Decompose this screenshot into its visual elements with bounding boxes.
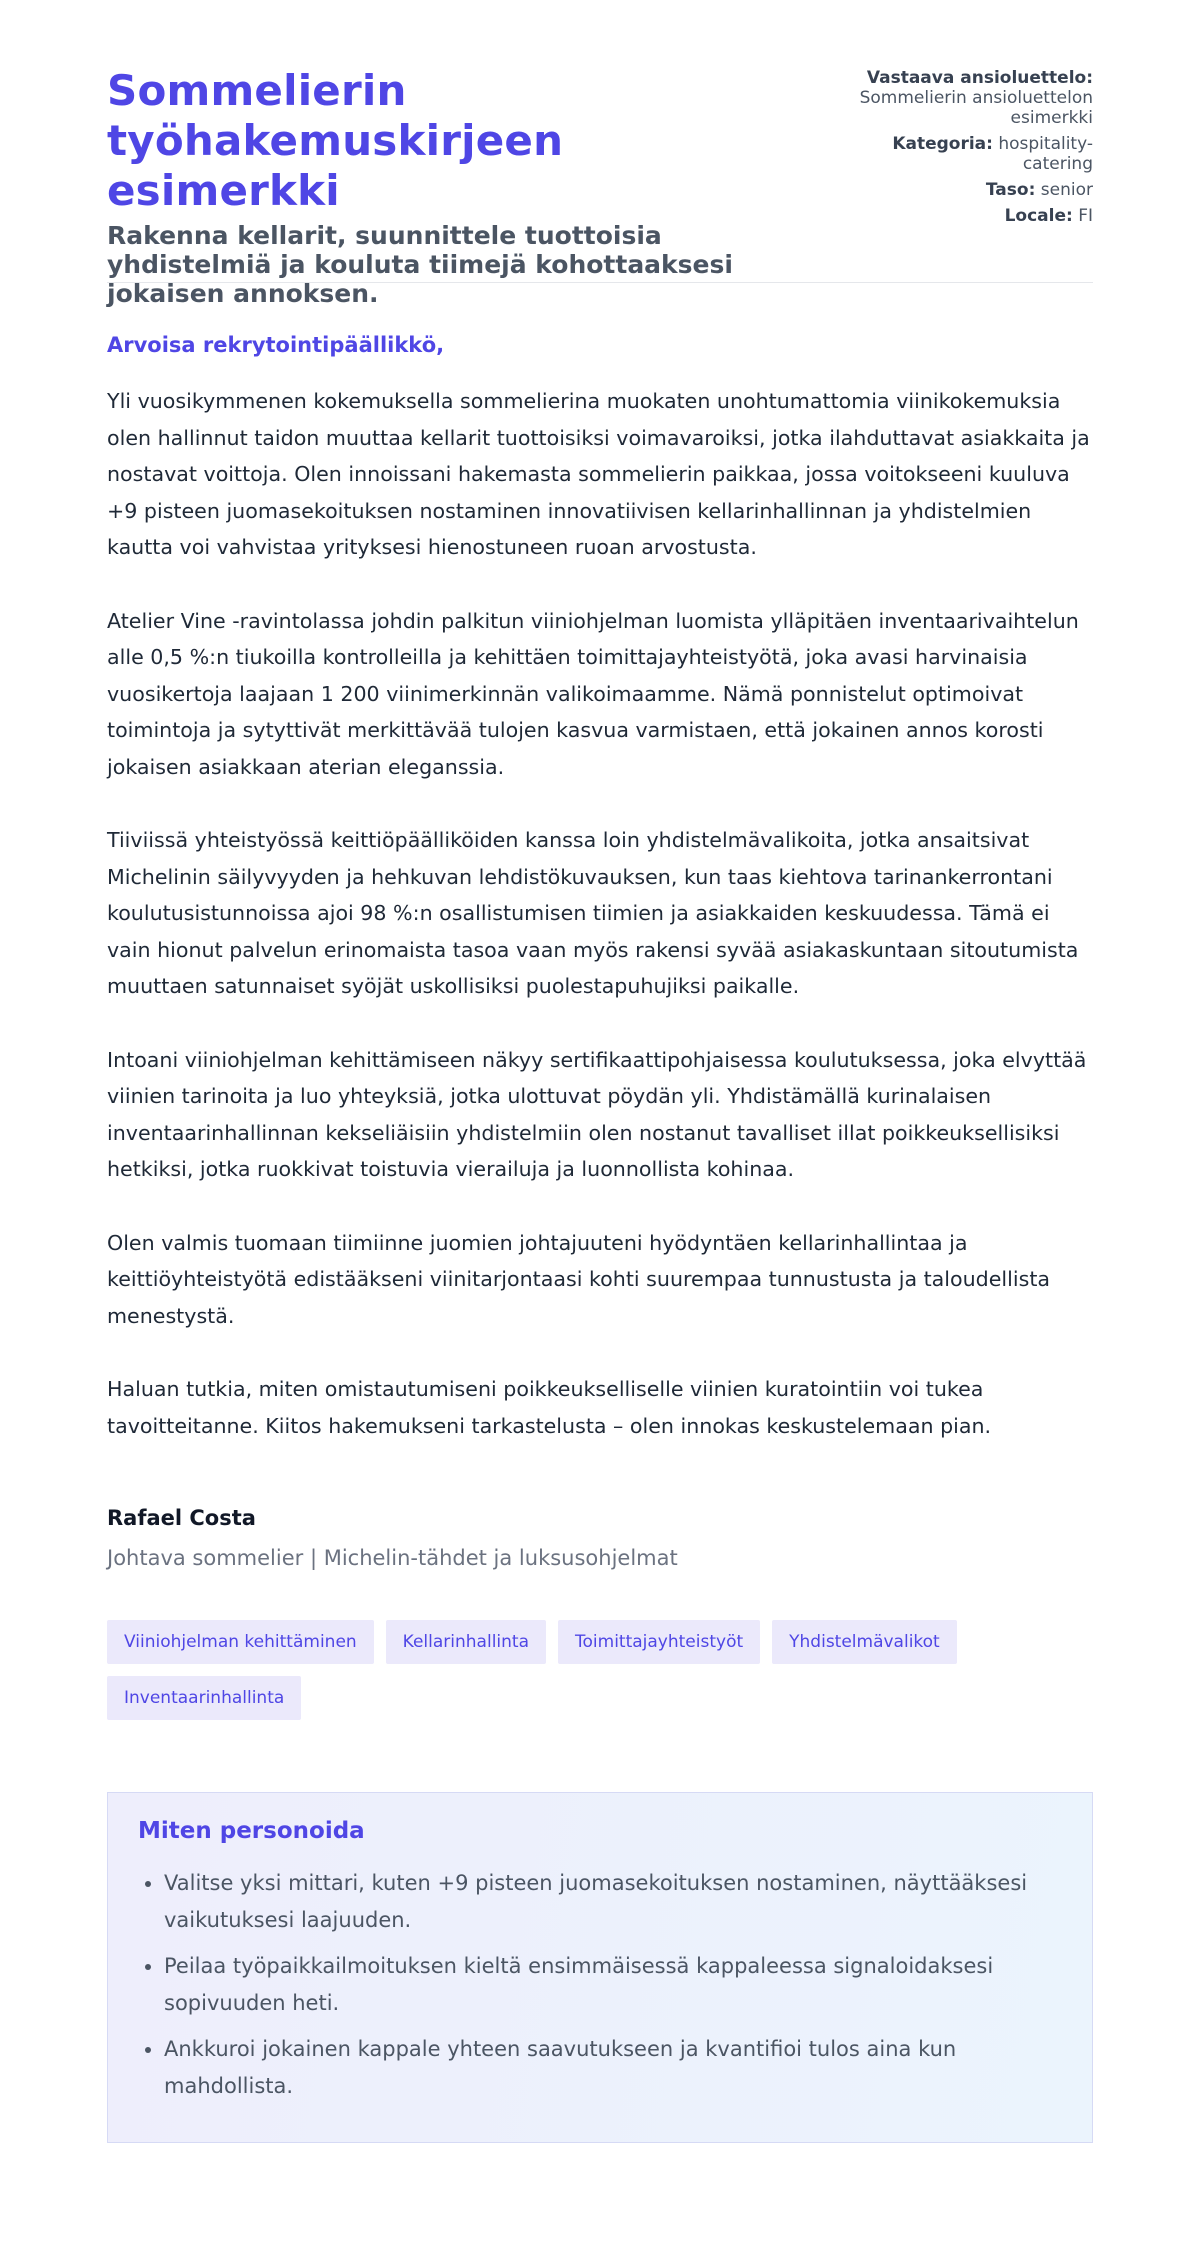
signature-role: Johtava sommelier | Michelin-tähdet ja luksusohjelmat bbox=[107, 1546, 678, 1570]
meta-panel bbox=[833, 66, 1093, 232]
tips-list-item: • Ankkuroi jokainen kappale yhteen saavutukseen ja kvantifioi tulos aina kun mahdollista. bbox=[164, 2031, 1062, 2105]
meta-related-resume bbox=[833, 68, 1093, 128]
signature-name: Rafael Costa bbox=[107, 1506, 256, 1530]
letter-greeting: Arvoisa rekrytointipäällikkö, bbox=[107, 333, 445, 357]
skill-tag: Inventaarinhallinta bbox=[107, 1676, 301, 1720]
tips-title: Miten personoida bbox=[138, 1818, 365, 1844]
tips-list-item: • Valitse yksi mittari, kuten +9 pisteen juomasekoituksen nostaminen, näyttääksesi vaikutuksesi laajuuden. bbox=[164, 1865, 1062, 1939]
meta-locale-key: Locale: bbox=[1004, 206, 1073, 226]
page-subtitle: Rakenna kellarit, suunnittele tuottoisia yhdistelmiä ja kouluta tiimejä kohottaaksesi jokaisen annoksen. bbox=[107, 221, 733, 308]
personalization-tips-card bbox=[107, 1792, 1093, 2143]
page-header bbox=[107, 66, 1093, 308]
meta-category-value: hospitality-catering bbox=[998, 134, 1093, 174]
header-titles bbox=[107, 66, 807, 308]
meta-related-value: Sommelierin ansioluettelon esimerkki bbox=[859, 88, 1093, 128]
skill-tags bbox=[107, 1620, 1007, 1720]
letter-paragraph: Intoani viiniohjelman kehittämiseen näkyy sertifikaattipohjaisessa koulutuksessa, joka elvyttää viinien tarinoita ja luo yhteyksiä, jotka ulottuvat pöydän yli. Yhdistämällä kurinalaisen inventaarinhallinnan kekseliäisiin yhdistelmiin olen nostanut tavalliset illat poikkeuksellisiksi hetkiksi, jotka ruokkivat toistuvia vierailuja ja luonnollista kohinaa. bbox=[107, 1047, 1087, 1181]
meta-category-key: Kategoria: bbox=[892, 134, 993, 154]
letter-body bbox=[107, 283, 1093, 1444]
tips-list-item: • Peilaa työpaikkailmoituksen kieltä ensimmäisessä kappaleessa signaloidaksesi sopivuuden heti. bbox=[164, 1948, 1062, 2022]
meta-level-key: Taso: bbox=[985, 180, 1036, 200]
skill-tag: Viiniohjelman kehittäminen bbox=[107, 1620, 374, 1664]
meta-level-value: senior bbox=[1040, 180, 1093, 200]
meta-category bbox=[833, 134, 1093, 174]
letter-paragraph: Yli vuosikymmenen kokemuksella sommelierina muokaten unohtumattomia viinikokemuksia olen hallinnut taidon muuttaa kellarit tuottoisiksi voimavaroiksi, jotka ilahduttavat asiakkaita ja nostavat voittoja. Olen innoissani hakemasta sommelierin paikkaa, jossa voitokseeni kuuluva +9 pisteen juomasekoituksen nostaminen innovatiivisen kellarinhallinnan ja yhdistelmien kautta voi vahvistaa yrityksesi hienostuneen ruoan arvostusta. bbox=[107, 389, 1090, 559]
letter-paragraph: Haluan tutkia, miten omistautumiseni poikkeukselliselle viinien kuratointiin voi tukea tavoitteitanne. Kiitos hakemukseni tarkastelusta – olen innokas keskustelemaan pian. bbox=[107, 1377, 992, 1438]
signature-block bbox=[107, 1504, 1093, 1572]
tips-list bbox=[138, 1865, 1062, 2105]
skill-tag: Kellarinhallinta bbox=[386, 1620, 546, 1664]
letter-paragraph: Atelier Vine -ravintolassa johdin palkitun viiniohjelman luomista ylläpitäen inventaarivaihtelun alle 0,5 %:n tiukoilla kontrolleilla ja kehittäen toimittajayhteistyötä, joka avasi harvinaisia vuosikertoja laajaan 1 200 viinimerkinnän valikoimaamme. Nämä ponnistelut optimoivat toimintoja ja sytyttivät merkittävää tulojen kasvua varmistaen, että jokainen annos korosti jokaisen asiakkaan aterian eleganssia. bbox=[107, 608, 1079, 779]
meta-level bbox=[833, 180, 1093, 200]
letter-paragraph: Tiiviissä yhteistyössä keittiöpäälliköiden kanssa loin yhdistelmävalikoita, jotka ansaitsivat Michelinin säilyvyyden ja hehkuvan lehdistökuvauksen, kun taas kiehtova tarinankerrontani koulutusistunnoissa ajoi 98 %:n osallistumisen tiimien ja asiakkaiden keskuudessa. Tämä ei vain hionut palvelun erinomaista tasoa vaan myös rakensi syvää asiakaskuntaan sitoutumista muuttaen satunnaiset syöjät uskollisiksi puolestapuhujiksi paikalle. bbox=[107, 828, 1079, 998]
meta-locale bbox=[833, 206, 1093, 226]
meta-locale-value: FI bbox=[1078, 206, 1093, 226]
meta-related-key: Vastaava ansioluettelo: bbox=[866, 68, 1093, 88]
page-title: Sommelierin työhakemuskirjeen esimerkki bbox=[107, 66, 564, 215]
skill-tag: Yhdistelmävalikot bbox=[772, 1620, 957, 1664]
skill-tag: Toimittajayhteistyöt bbox=[558, 1620, 760, 1664]
letter-paragraph: Olen valmis tuomaan tiimiinne juomien johtajuuteni hyödyntäen kellarinhallintaa ja keittiöyhteistyötä edistääkseni viinitarjontaasi kohti suurempaa tunnustusta ja taloudellista menestystä. bbox=[107, 1230, 1051, 1328]
